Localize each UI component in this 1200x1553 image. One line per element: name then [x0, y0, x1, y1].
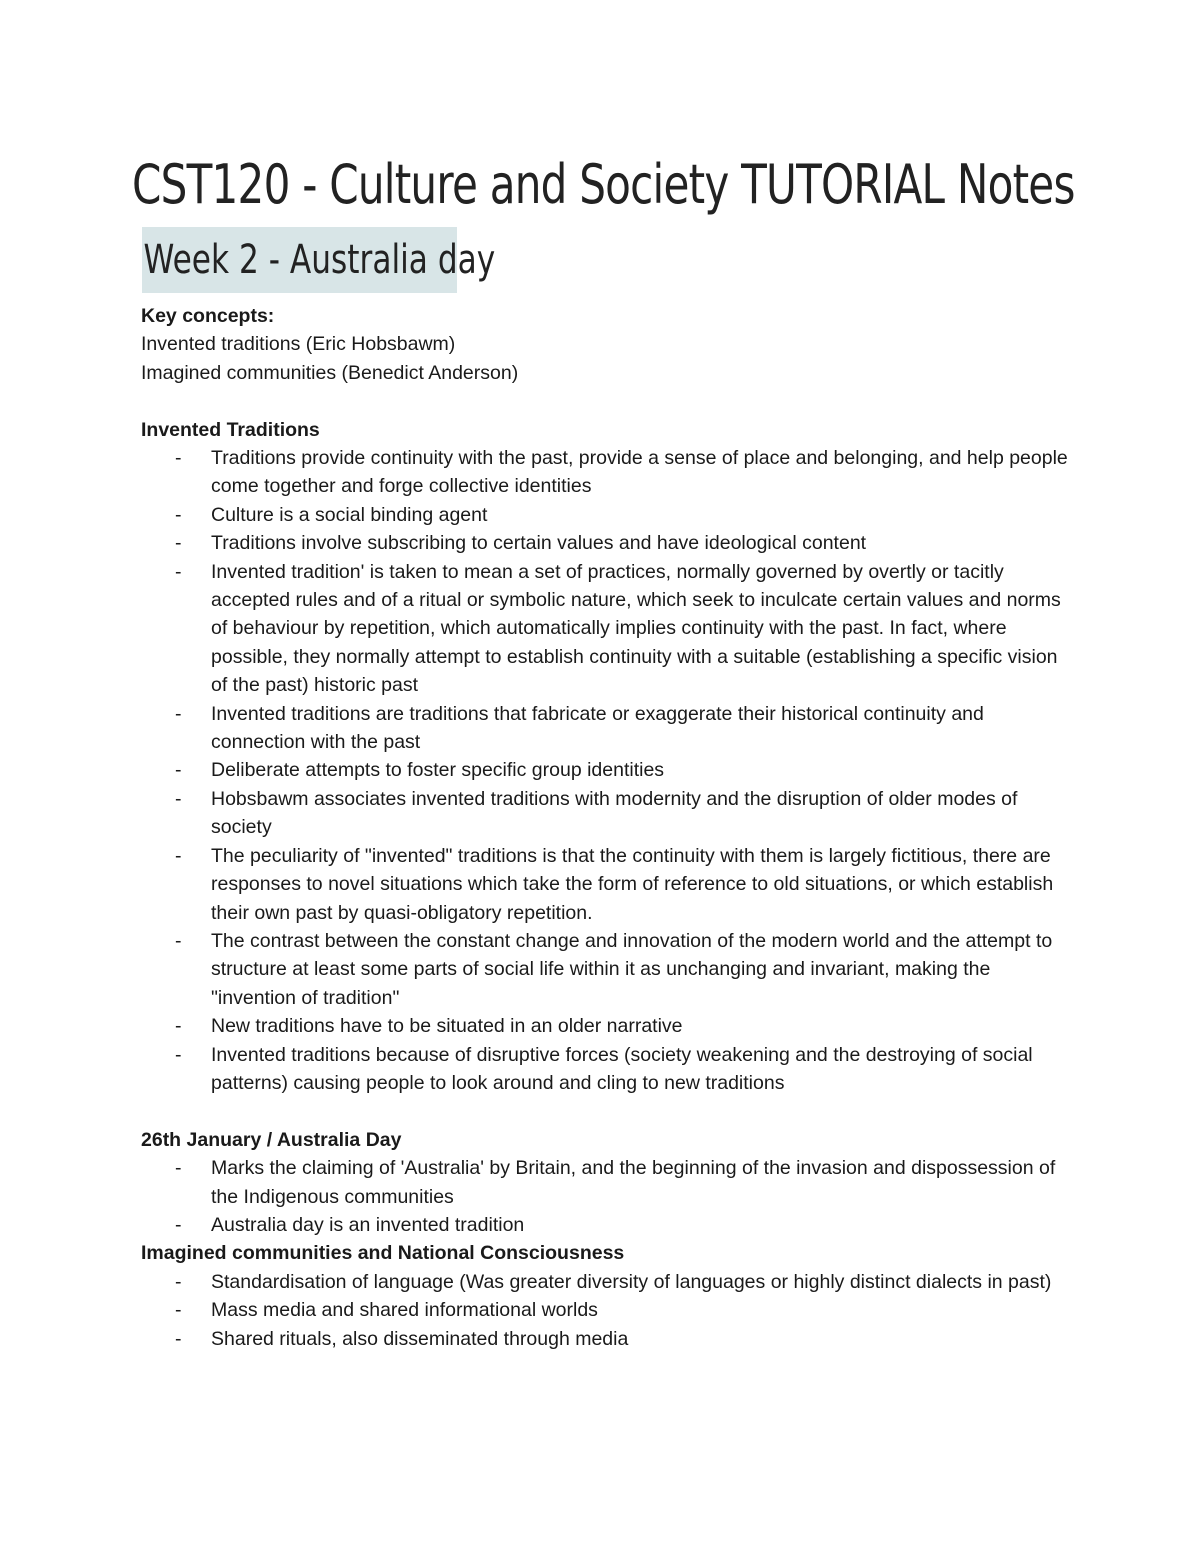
list-item-text: Standardisation of language (Was greater diversity of languages or highly distinct dialects in past)	[211, 1270, 1052, 1293]
dash-marker: -	[175, 447, 182, 470]
document-body	[141, 302, 1071, 1353]
key-concept-item: Imagined communities (Benedict Anderson)	[141, 361, 519, 384]
section-heading-imagined-communities: Imagined communities and National Consciousness	[141, 1242, 625, 1265]
list-item	[141, 842, 1071, 927]
section-heading-invented-traditions: Invented Traditions	[141, 418, 320, 441]
list-item-text: Mass media and shared informational worlds	[211, 1299, 598, 1322]
list-item-text: The peculiarity of "invented" traditions is that the continuity with them is largely fictitious, there are responses to novel situations which take the form of reference to old situations, or which establish their own past by quasi-obligatory repetition.	[211, 844, 1054, 924]
list-item	[141, 529, 1071, 557]
list-item-text: Invented tradition' is taken to mean a set of practices, normally governed by overtly or tacitly accepted rules and of a ritual or symbolic nature, which seek to inculcate certain values and norms of behaviour by repetition, which automatically implies continuity with the past. In fact, where possible, they normally attempt to establish continuity with a suitable (establishing a specific vision of the past) historic past	[211, 560, 1061, 697]
list-item	[141, 1154, 1071, 1211]
list-item-text: Marks the claiming of 'Australia' by Britain, and the beginning of the invasion and dispossession of the Indigenous communities	[211, 1157, 1056, 1208]
list-item	[141, 756, 1071, 784]
week-heading	[142, 227, 496, 293]
dash-marker: -	[175, 1213, 182, 1236]
spacer	[141, 1097, 1071, 1125]
list-item	[141, 558, 1071, 700]
imagined-communities-list	[141, 1268, 1071, 1353]
list-item	[141, 700, 1071, 757]
dash-marker: -	[175, 1327, 182, 1350]
list-item	[141, 1012, 1071, 1040]
list-item	[141, 785, 1071, 842]
list-item-text: Invented traditions are traditions that fabricate or exaggerate their historical continuity and connection with the past	[211, 702, 984, 754]
document-title: CST120 - Culture and Society TUTORIAL Notes	[132, 153, 1075, 216]
dash-marker: -	[175, 1015, 182, 1038]
list-item-text: The contrast between the constant change and innovation of the modern world and the attempt to structure at least some parts of social life within it as unchanging and invariant, making the "invention of tradition"	[211, 929, 1053, 1009]
list-item-text: Deliberate attempts to foster specific group identities	[211, 759, 665, 782]
list-item-text: Shared rituals, also disseminated through media	[211, 1327, 629, 1350]
list-item	[141, 1325, 1071, 1353]
list-item	[141, 1296, 1071, 1324]
section-heading-australia-day: 26th January / Australia Day	[141, 1128, 402, 1151]
key-concepts-label: Key concepts:	[141, 305, 275, 327]
invented-traditions-list	[141, 444, 1071, 1097]
dash-marker: -	[175, 759, 182, 782]
list-item-text: Invented traditions because of disruptive forces (society weakening and the destroying of social patterns) causing people to look around and cling to new traditions	[211, 1043, 1033, 1094]
dash-marker: -	[175, 929, 182, 952]
week-heading-text: Week 2 - Australia day	[143, 237, 496, 283]
list-item	[141, 927, 1071, 1012]
dash-marker: -	[175, 702, 182, 725]
list-item	[141, 1041, 1071, 1098]
dash-marker: -	[175, 1157, 182, 1180]
list-item-text: New traditions have to be situated in an older narrative	[211, 1015, 683, 1038]
dash-marker: -	[175, 532, 182, 555]
list-item	[141, 444, 1071, 501]
dash-marker: -	[175, 1043, 182, 1066]
spacer	[141, 387, 1071, 415]
list-item-text: Culture is a social binding agent	[211, 503, 488, 526]
list-item	[141, 1211, 1071, 1239]
dash-marker: -	[175, 844, 182, 867]
list-item-text: Traditions provide continuity with the past, provide a sense of place and belonging, and help people come together and forge collective identities	[211, 447, 1068, 498]
dash-marker: -	[175, 1299, 182, 1322]
list-item-text: Hobsbawm associates invented traditions with modernity and the disruption of older modes of society	[211, 787, 1018, 839]
list-item	[141, 501, 1071, 529]
list-item	[141, 1268, 1071, 1296]
list-item-text: Traditions involve subscribing to certain values and have ideological content	[211, 532, 867, 555]
dash-marker: -	[175, 787, 182, 810]
list-item-text: Australia day is an invented tradition	[211, 1213, 525, 1236]
key-concept-item: Invented traditions (Eric Hobsbawm)	[141, 333, 456, 356]
dash-marker: -	[175, 1270, 182, 1293]
dash-marker: -	[175, 560, 182, 583]
australia-day-list	[141, 1154, 1071, 1239]
dash-marker: -	[175, 503, 182, 526]
